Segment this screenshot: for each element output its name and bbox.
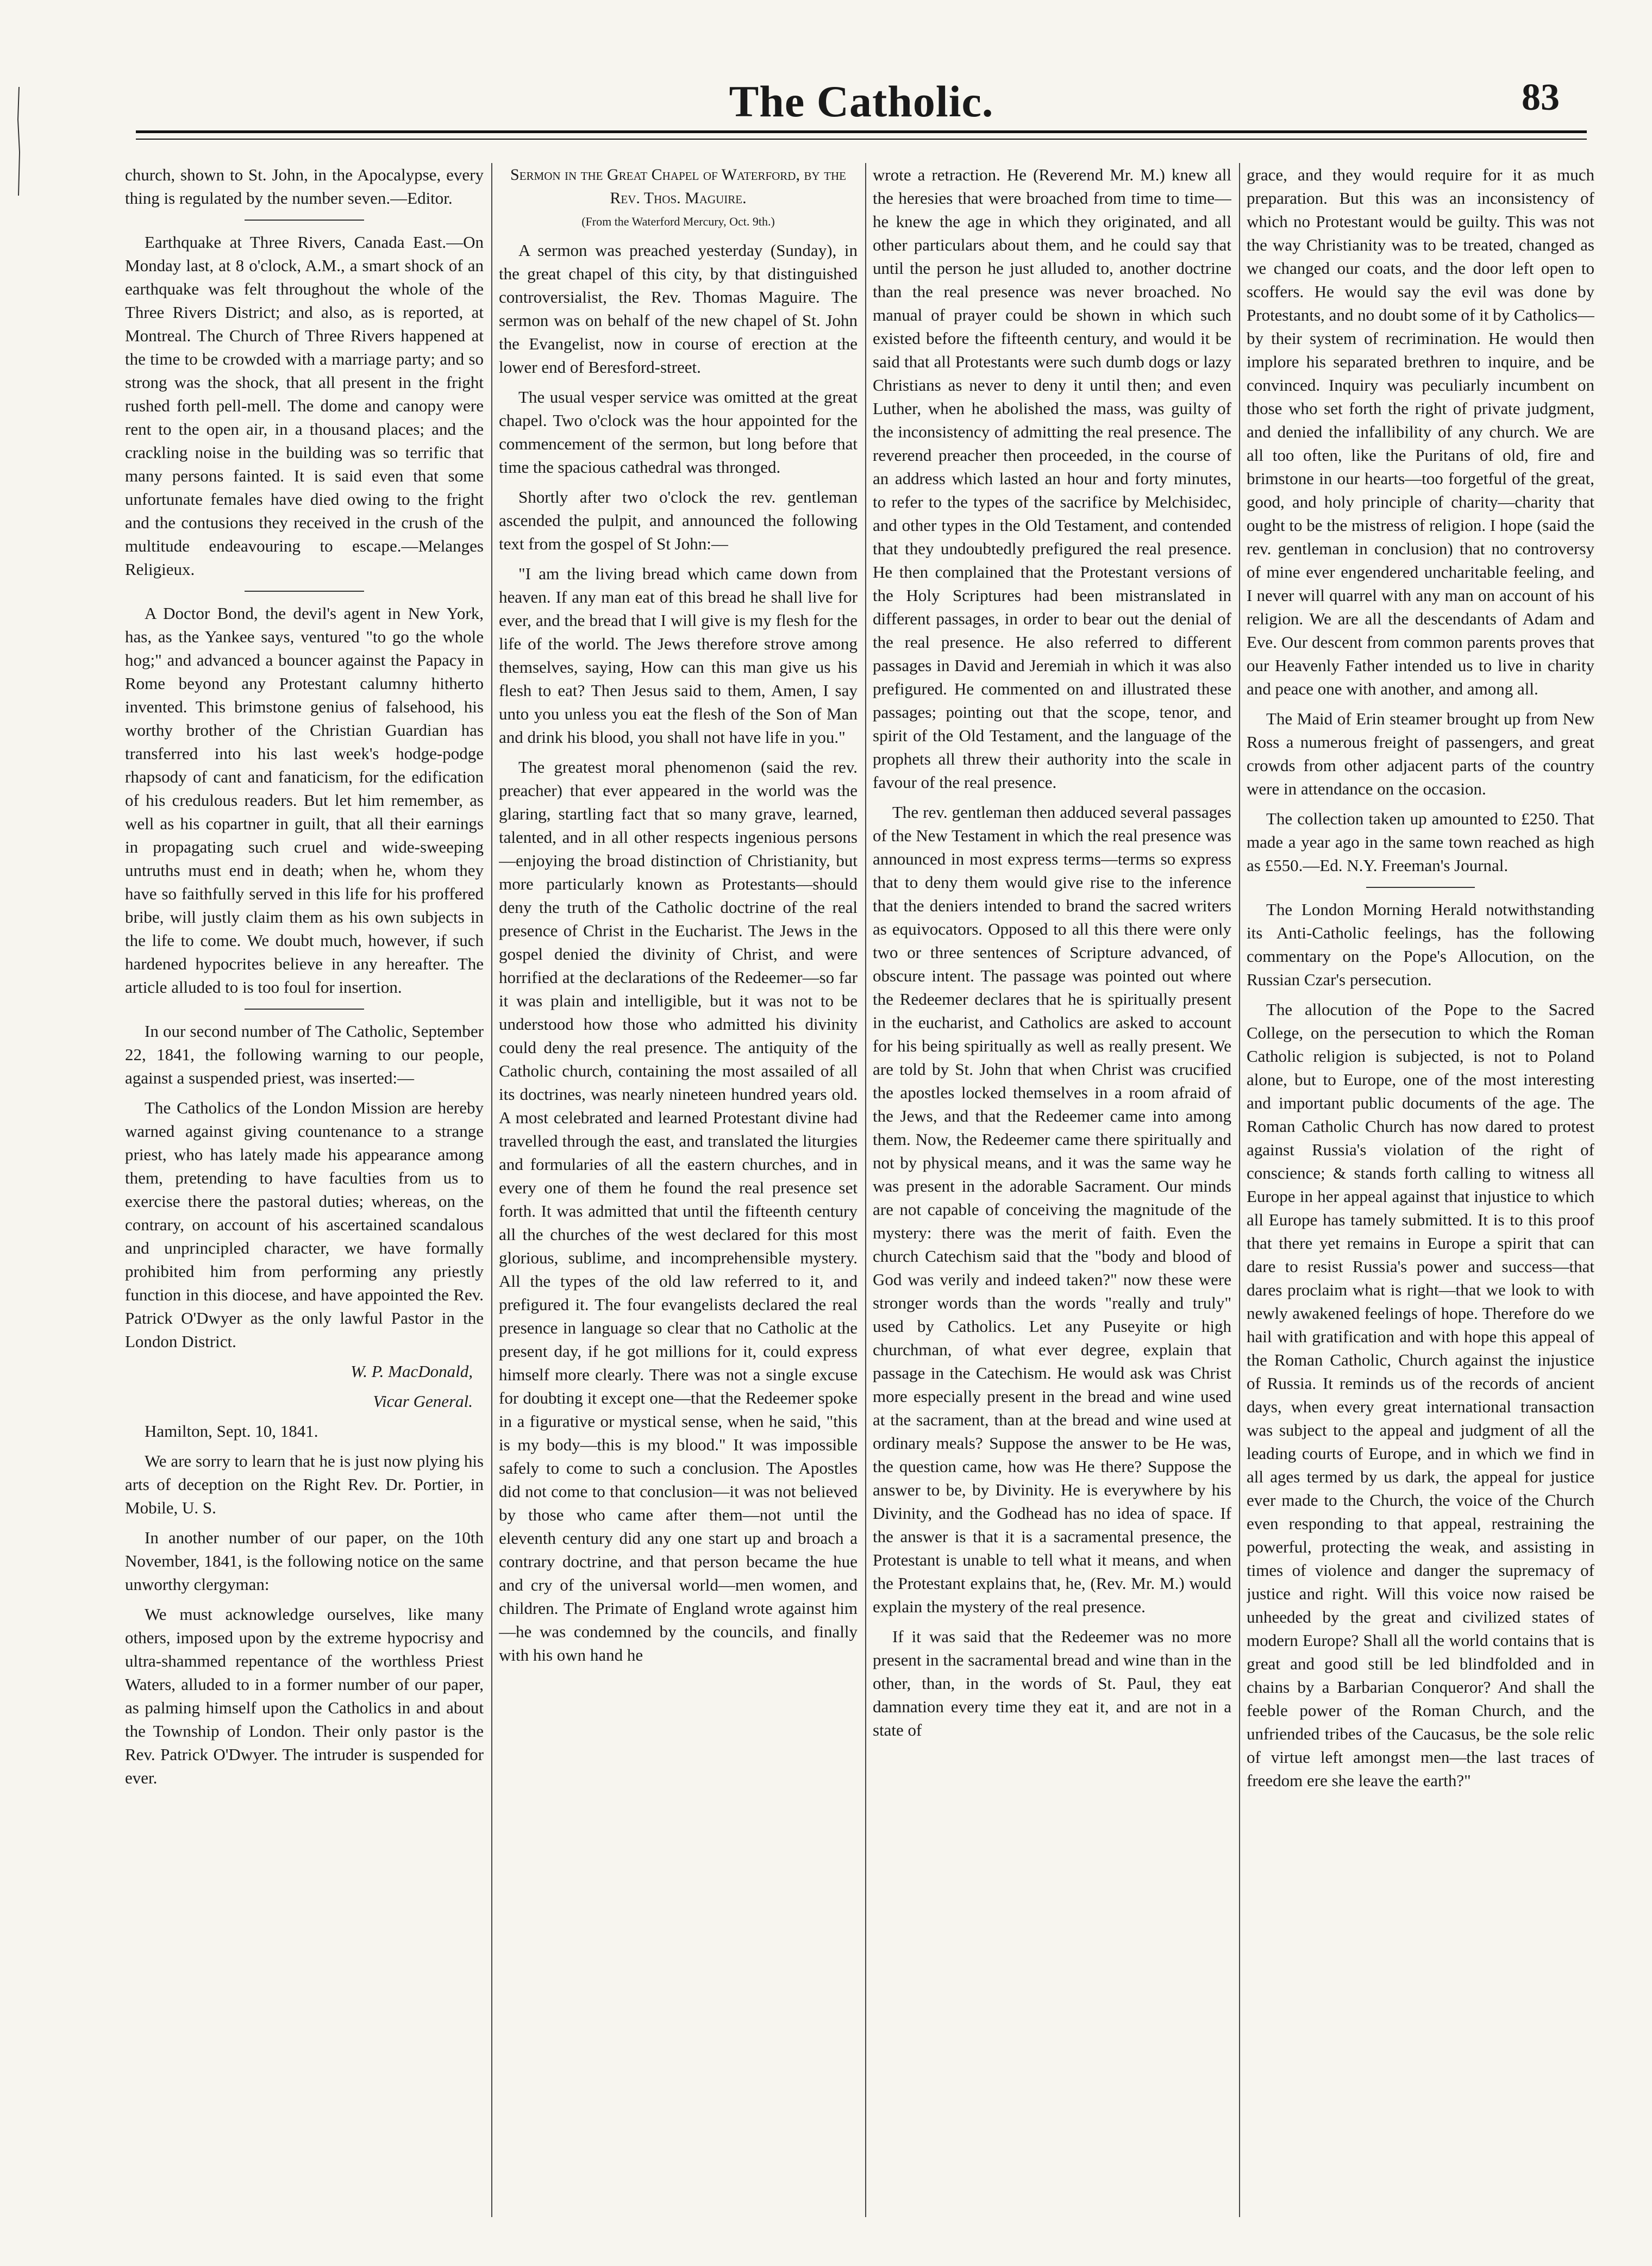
article-warning-body: The Catholics of the London Mission are hereby warned against giving countenance to a strange priest, who has lately made his appearance among them, pretending to have faculties from us to exercise there the pastoral duties; whereas, on the contrary, on account of his ascertained scandalous and unprincipled character, we have formally prohibited him from performing any priestly function in this diocese, and have appointed the Rev. Patrick O'Dwyer as the only lawful Pastor in the London District. <box>125 1098 484 1351</box>
binding-margin-mark <box>16 87 22 196</box>
column-3 <box>873 163 1231 2228</box>
scripture-quote: "I am the living bread which came down from heaven. If any man eat of this bread he shall live for ever, and the bread that I will give is my flesh for the life of the world. The Jews therefore strove among themselves, saying, How can this man give us his flesh to eat? Then Jesus said to them, Amen, I say unto you unless you eat the flesh of the Son of Man and drink his blood, you shall not have life in you." <box>499 564 858 747</box>
article-continuation: church, shown to St. John, in the Apocalypse, every thing is regulated by the number seven.—Editor. <box>125 165 484 208</box>
article-paragraph: grace, and they would require for it as much preparation. But this was an inconsistency of which no Protestant would be guilty. This was not the way Christianity was to be treated, changed as we changed our coats, and the door left open to scoffers. He would say the evil was done by Protestants, and no doubt some of it by Catholics—by their system of recrimination. He would then implore his separated brethren to inquire, and be convinced. Inquiry was peculiarly incumbent on those who set forth the right of private judgment, and denied the infallibility of any church. We are all too often, like the Puritans of old, fire and brimstone in our hearts—too forgetful of the great, good, and holy principle of charity—charity that ought to be the mistress of religion. I hope (said the rev. gentleman in conclusion) that no controversy of mine ever engendered uncharitable feeling, and I never will quarrel with any man on account of his religion. We are all the descendants of Adam and Eve. Our descent from common parents proves that our Heavenly Father intended us to live in charity and peace one with another, and among all. <box>1247 165 1594 698</box>
column-1 <box>125 163 484 2228</box>
article-paragraph: The rev. gentleman then adduced several passages of the New Testament in which the real presence was announced in most express terms—terms so express that to deny them would give rise to the inference that the deniers intended to brand the sacred writers as equivocators. Opposed to all this there were only two or three sentences of Scripture advanced, of obscure intent. The passage was pointed out where the Redeemer declares that he is spiritually present in the eucharist, and Catholics are asked to account for his being spiritually as well as really present. We are told by St. John that when Christ was crucified the apostles locked themselves in a room afraid of the Jews, and that the Redeemer came into among them. Now, the Redeemer came there spiritually and not by physical means, and it was the same way he was present in the adorable Sacrament. Our minds are not capable of conceiving the magnitude of the mystery: there was the merit of faith. Even the church Catechism said that the "body and blood of God was verily and indeed taken?" now these were stronger words than the words "really and truly" used by Catholics. Let any Puseyite or high churchman, of what ever degree, explain that passage in the Catechism. He would ask was Christ more especially present in the bread and wine used at the sacrament, than at the bread and wine used at ordinary meals? Suppose the answer to be He was, the question came, how was He there? Suppose the answer to be, by Divinity. He is everywhere by his Divinity, and the Godhead has no idea of space. If the answer is that it is a sacramental presence, the Protestant is unable to tell what it means, and when the Protestant explains that, he, (Rev. Mr. M.) would explain the mystery of the real presence. <box>873 803 1231 1616</box>
article-paragraph: The greatest moral phenomenon (said the rev. preacher) that ever appeared in the world was the glaring, startling fact that so many grave, learned, talented, and in all other respects ingenious persons—enjoying the broad distinction of Christianity, but more particularly known as Protestants—should deny the truth of the Catholic doctrine of the real presence of Christ in the Eucharist. The Jews in the gospel denied the divinity of Christ, and were horrified at the declarations of the Redeemer—so far it was plain and intelligible, but it was not to be understood how those who admitted his divinity could deny the real presence. The antiquity of the Catholic church, containing the most assailed of all its doctrines, was nearly nineteen hundred years old. A most celebrated and learned Protestant divine had travelled through the east, and translated the liturgies and formularies of all the eastern churches, and in every one of them he found the real presence set forth. It was admitted that until the fifteenth century all the churches of the west declared for this most glorious, sublime, and incomprehensible mystery. All the types of the old law referred to it, and prefigured it. The four evangelists declared the real presence in language so clear that no Catholic at the present day, if he got millions for it, could express himself more clearly. There was not a single excuse for doubting it except one—that the Redeemer spoke in a figurative or mystical sense, when he said, "this is my body—this is my blood." It was impossible safely to come to such a conclusion. The Apostles did not come to that conclusion—it was not believed by those who came after them—not until the eleventh century did any one start up and broach a contrary doctrine, and that person became the hue and cry of the universal world—men women, and children. The Primate of England wrote against him—he was condemned by the councils, and finally with his own hand he <box>499 758 858 1664</box>
article-paragraph: In another number of our paper, on the 10th November, 1841, is the following notice on the same unworthy clergyman: <box>125 1528 484 1594</box>
article-paragraph: A sermon was preached yesterday (Sunday), in the great chapel of this city, by that distinguished controversialist, the Rev. Thomas Maguire. The sermon was on behalf of the new chapel of St. John the Evangelist, now in course of erection at the lower end of Beresford-street. <box>499 241 858 377</box>
column-divider <box>865 163 866 2217</box>
article-separator <box>1366 887 1475 888</box>
article-separator <box>245 591 364 592</box>
column-2 <box>499 163 858 2228</box>
article-paragraph: Shortly after two o'clock the rev. gentleman ascended the pulpit, and announced the following text from the gospel of St John:— <box>499 487 858 553</box>
signature-title: Vicar General. <box>373 1392 473 1411</box>
dateline: Hamilton, Sept. 10, 1841. <box>145 1422 318 1441</box>
article-paragraph: The Maid of Erin steamer brought up from New Ross a numerous freight of passengers, and great crowds from other adjacent parts of the country were in attendance on the occasion. <box>1247 709 1594 798</box>
article-separator <box>245 220 364 221</box>
article-paragraph: The collection taken up amounted to £250. That made a year ago in the same town reached as high as £550.—Ed. N.Y. Freeman's Journal. <box>1247 809 1594 875</box>
article-doctor-bond: A Doctor Bond, the devil's agent in New York, has, as the Yankee says, ventured "to go the whole hog;" and advanced a bouncer against the Papacy in Rome beyond any Protestant calumny hitherto invented. This brimstone genius of falsehood, his worthy brother of the Christian Guardian has transferred into his last week's hodge-podge rhapsody of cant and fanaticism, for the edification of his credulous readers. But let him remember, as well as his copartner in guilt, that all their earnings in propagating such cruel and wide-sweeping untruths must end in death; when he, whom they have so faithfully served in this life for his proffered bribe, will justly claim them as his own subjects in the life to come. We doubt much, however, if such hardened hypocrites believe in any hereafter. The article alluded to is too foul for insertion. <box>125 604 484 997</box>
article-paragraph: The usual vesper service was omitted at the great chapel. Two o'clock was the hour appointed for the commencement of the sermon, but long before that time the spacious cathedral was thronged. <box>499 387 858 477</box>
column-divider <box>1239 163 1240 2217</box>
masthead-rule <box>136 130 1587 140</box>
sermon-heading: Sermon in the Great Chapel of Waterford, by the Rev. Thos. Maguire. <box>510 166 846 207</box>
sermon-source: (From the Waterford Mercury, Oct. 9th.) <box>581 215 775 228</box>
column-divider <box>491 163 492 2217</box>
article-paragraph: We must acknowledge ourselves, like many others, imposed upon by the extreme hypocrisy and ultra-shammed repentance of the worthless Priest Waters, alluded to in a former number of our paper, as palming himself upon the Catholics in and about the Township of London. Their only pastor is the Rev. Patrick O'Dwyer. The intruder is suspended for ever. <box>125 1605 484 1787</box>
page-number: 83 <box>1522 77 1560 118</box>
article-earthquake: Earthquake at Three Rivers, Canada East.—On Monday last, at 8 o'clock, A.M., a smart shock of an earthquake was felt throughout the whole of the Three Rivers District; and also, as is reported, at Montreal. The Church of Three Rivers happened at the time to be crowded with a marriage party; and so strong was the shock, that all present in the fright rushed forth pell-mell. The dome and canopy were rent to the open air, in a thousand places; and the crackling noise in the building was so terrific that many persons fainted. It is said even that some unfortunate females have died owing to the fright and the contusions they received in the crush of the multitude endeavouring to escape.—Melanges Religieux. <box>125 233 484 579</box>
article-warning-intro: In our second number of The Catholic, September 22, 1841, the following warning to our people, against a suspended priest, was inserted:— <box>125 1022 484 1087</box>
article-paragraph: wrote a retraction. He (Reverend Mr. M.) knew all the heresies that were broached from time to time—he knew the age in which they originated, and all other particulars about them, and he could say that until the person he just alluded to, another doctrine than the real presence was never broached. No manual of prayer could be shown in which such existed before the fifteenth century, and would it be said that all Protestants were such dumb dogs or lazy Christians as never to deny it until then; and even Luther, when he abolished the mass, was guilty of the inconsistency of admitting the real presence. The reverend preacher then proceeded, in the course of an address which lasted an hour and forty minutes, to refer to the types of the sacrifice by Melchisidec, and other types in the Old Testament, and contended that they undoubtedly prefigured the real presence. He then complained that the Protestant versions of the Holy Scriptures had been mistranslated in different passages, in order to bear out the denial of the real presence. He also referred to different passages in David and Jeremiah in which it was also prefigured. He commented on and illustrated these passages; pointing out that the scope, tenor, and spirit of the Old Testament, and the language of the prophets all threw their authority into the scale in favour of the real presence. <box>873 165 1231 792</box>
article-paragraph: We are sorry to learn that he is just now plying his arts of deception on the Right Rev. Dr. Portier, in Mobile, U. S. <box>125 1451 484 1517</box>
newspaper-title: The Catholic. <box>729 77 994 126</box>
signature-name: W. P. MacDonald, <box>351 1362 473 1381</box>
column-4 <box>1247 163 1594 2228</box>
article-morning-herald-intro: The London Morning Herald notwithstanding its Anti-Catholic feelings, has the following commentary on the Pope's Allocution, on the Russian Czar's persecution. <box>1247 900 1594 989</box>
article-allocution: The allocution of the Pope to the Sacred College, on the persecution to which the Roman Catholic religion is subjected, is not to Poland alone, but to Europe, one of the most interesting and important public documents of the age. The Roman Catholic Church has now dared to protest against Russia's violation of the right of conscience; & stands forth calling to witness all Europe in her appeal against that injustice to which all Europe has tamely submitted. It is to this proof that there yet remains in Europe a spirit that can dare to resist Russia's power and success—that dares proclaim what is right—that we look to with newly awakened feelings of hope. Therefore do we hail with gratification and with hope this appeal of the Roman Catholic, Church against the injustice of Russia. It reminds us of the records of ancient days, when every great international transaction was subject to the appeal and judgment of all the leading courts of Europe, and in which we find in all ages termed by us dark, the appeal for justice ever made to the Church, the voice of the Church even responding to that appeal, restraining the powerful, protecting the weak, and assisting in times of violence and danger the supremacy of justice and right. Will this voice now raised be unheeded by the great and civilized states of modern Europe? Shall all the world contains that is great and good still be led blindfolded and in chains by a Barbarian Conqueror? And shall the feeble power of the Roman Church, and the unfriended tribes of the Caucasus, be the sole relic of virtue left amongst men—the last traces of freedom ere she leave the earth?" <box>1247 1000 1594 1790</box>
article-paragraph: If it was said that the Redeemer was no more present in the sacramental bread and wine than in the other, than, in the words of St. Paul, they eat damnation every time they eat it, and are not in a state of <box>873 1627 1231 1739</box>
article-separator <box>245 1009 364 1010</box>
